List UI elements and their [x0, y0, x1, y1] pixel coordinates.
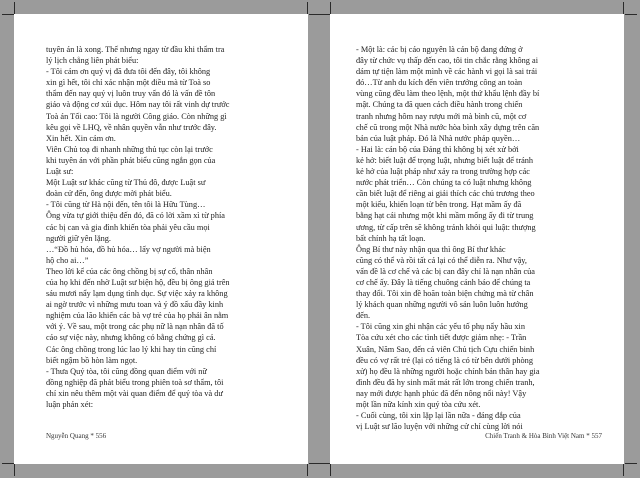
left-page-line: Ông vừa tự giới thiệu đến đó, đã có lời xầm xì từ phía	[46, 211, 225, 221]
right-page-line: - Hai là: cán bộ của Đảng thì không bị xét xử bởi	[356, 144, 519, 154]
right-page-line: đó…Từ anh du kích đến viên trưởng công an toàn	[356, 78, 523, 88]
crop-mark	[14, 2, 15, 14]
crop-mark	[318, 463, 330, 464]
left-page-line: đoàn cử đến, ông được mời phát biểu.	[46, 189, 172, 199]
left-page-line: kêu gọi về LHQ, về nhân quyền vẫn như trước đây.	[46, 122, 217, 132]
crop-mark	[330, 2, 331, 14]
left-page-line: khi tuyên án với phần phát biểu cũng ngắn gọn của	[46, 155, 216, 165]
right-page-line: - Tôi cũng xin ghi nhận các yếu tố phụ nẩy hầu xin	[356, 322, 525, 332]
right-page-line: xử) họ đều là những người hoặc chính bản thân hay gia	[356, 366, 540, 376]
right-page-text	[356, 44, 604, 432]
left-page-line: thẩm đến nay quý vị luôn truy vấn đó là vấn đề tôn	[46, 89, 216, 99]
right-page-line: dám tự tiện làm một mình về các hành vi gọi là sai trái	[356, 67, 538, 77]
right-page-footer: Chiến Tranh & Hòa Bình Việt Nam * 557	[485, 432, 602, 440]
right-page-line: - Cuối cùng, tôi xin lặp lại lần nữa - đáng đắp của	[356, 411, 521, 421]
left-page-line: lý lịch chẳng liên phát biểu:	[46, 56, 139, 66]
left-page-line: chỉ xin nêu thêm một vài quan điểm để quý tòa và dư	[46, 388, 223, 398]
crop-mark	[625, 14, 637, 15]
right-page-line: một lần nữa kính xin quý tòa cứu xét.	[356, 400, 481, 409]
left-page-line: đồng nghiệp đã phát biểu trong phiên toà sơ thẩm, tôi	[46, 377, 224, 387]
left-page-line: ai ngờ trước vì những mưu toan và ý đồ xấu đầy kinh	[46, 300, 224, 310]
crop-mark	[623, 2, 624, 14]
crop-mark	[14, 464, 15, 476]
left-page-line: hộ cho ai…”	[46, 255, 89, 265]
left-page-line: xin gì hết, tôi chỉ xác nhận một điều mà từ Toà so	[46, 78, 211, 88]
right-page-line: thay đổi. Tôi xin đề hoãn toàn biện chứng mà từ chân	[356, 289, 534, 299]
right-page-line: vị Luật sư lão luyện với những cử chỉ cùng lời nói	[356, 422, 523, 432]
right-page-line: đình đều đã hy sinh mất mát rất lớn trong chiến tranh,	[356, 377, 535, 387]
left-page-line: - Thưa Quý tòa, tôi cũng đồng quan điểm với nữ	[46, 366, 207, 376]
left-page-line: cáo sự việc này, nhưng không có bằng chứng gì cả.	[46, 333, 216, 343]
crop-mark	[623, 464, 624, 476]
right-page-line: Tòa cứu xét cho các tình tiết được giảm nhẹ: - Trần	[356, 333, 527, 343]
right-page-line: kẻ hở: biết luật để trọng luật, nhưng biết luật để tránh	[356, 155, 534, 165]
left-page-text	[46, 44, 292, 410]
right-page-line: vấn đề là cơ chế và các bị can đây chỉ là nạn nhân của	[356, 266, 535, 276]
left-page-line: Viên Chủ toạ đi nhanh những thủ tục còn lại trước	[46, 144, 213, 154]
crop-mark	[318, 14, 330, 15]
right-page-line: - Một là: các bị cáo nguyên là cán bộ đang đứng ở	[356, 45, 523, 54]
right-page-line: bất chính hạ tất loạn.	[356, 233, 426, 243]
left-page-line: - Tôi cảm ơn quý vị đã đưa tôi đến đây, tôi không	[46, 67, 211, 77]
crop-mark	[330, 464, 331, 476]
crop-mark	[2, 463, 14, 464]
right-page-line: lý khách quan những người vô sản luôn luôn hướng	[356, 300, 528, 310]
right-page-line: nay mới được hạnh phúc đã đến nông nổi này! Vậy	[356, 388, 527, 398]
right-page-line: chế cũ trong một Nhà nước hòa bình xây dựng trên căn	[356, 122, 540, 132]
left-page-line: Toà án Tối cao: Tôi là người Công giáo. Còn những gì	[46, 111, 227, 121]
left-page-line: nghiệm của lão khiến các bà vợ trẻ của họ phải ân nằm	[46, 311, 229, 321]
crop-mark	[2, 14, 14, 15]
left-page-line: …“Đồ hủ hóa, đồ hủ hóa… lấy vợ người mà biện	[46, 244, 211, 254]
left-page-line: người giữ yên lặng.	[46, 233, 111, 243]
right-page-line: Ông Bí thư này nhận qua thì ông Bí thư khác	[356, 244, 506, 254]
right-page-line: đều có vợ rất trẻ (lại có tiếng là có từ bên dưới phòng	[356, 355, 533, 365]
right-page-line: một kiểu, khiến loạn từ bên trong. Hạt mầm ấy đã	[356, 200, 522, 210]
left-page-footer: Nguyễn Quang * 556	[46, 432, 107, 440]
left-page-line: của họ khi đến nhờ Luật sư biện hộ, đều bị ông giả trên	[46, 277, 230, 287]
left-page-line: tuyên án là xong. Thế nhưng ngay từ đầu khi thẩm tra	[46, 45, 225, 54]
right-page-line: bằng hạt cái nhưng một khi mầm mống ấy đi từ trung	[356, 211, 534, 221]
left-page-line: Một Luật sư khác cũng từ Thủ đô, được Luật sư	[46, 178, 206, 188]
left-page-line: Theo lời kể của các ông chồng bị sự cố, thân nhân	[46, 266, 213, 276]
left-page-line: giáo và động cơ xúi dục. Hôm nay tôi rất vinh dự trước	[46, 100, 230, 110]
crop-mark	[625, 463, 637, 464]
left-page-line: biết ngậm bồ hòn làm ngọt.	[46, 355, 138, 365]
right-page-line: vùng cũng đều làm theo lệnh, một thứ khẩu lệnh đầy bí	[356, 89, 540, 99]
left-page	[14, 14, 308, 464]
right-page-line: đến.	[356, 311, 371, 321]
left-page-line: Các ông chồng trong lúc lao lý khi hay tin cũng chỉ	[46, 344, 217, 354]
left-page-line: Luật sư:	[46, 167, 74, 177]
right-page-line: mật. Chúng ta đã quen cách điều hành trong chiến	[356, 100, 523, 110]
right-page-line: cơ chế ấy. Đây là tiếng chuông cảnh báo để chúng ta	[356, 277, 531, 287]
right-page-line: nước phát triển… Còn chúng ta có luật nhưng không	[356, 178, 532, 188]
right-page-line: Xuân, Năm Sao, đến cả viên Chủ tịch Cựu chiến binh	[356, 344, 535, 354]
right-page-line: tranh nhưng hôm nay rượu mới mà bình cũ, một cơ	[356, 111, 527, 121]
right-page-line: cần biết luật để riêng ai giải thích các chủ trương theo	[356, 189, 535, 199]
left-page-line: luận phán xét:	[46, 400, 94, 409]
right-page-line: đây từ chức vụ thấp đến cao, tôi tin chắc rằng không ai	[356, 56, 539, 66]
left-page-line: sáu mươi nẩy lạm dụng tình dục. Sự việc xảy ra không	[46, 289, 228, 299]
left-page-line: Xin hết. Xin cảm ơn.	[46, 133, 116, 143]
crop-mark	[307, 2, 308, 14]
left-page-line: các bị can và gia đình khiến tòa phải yêu cầu mọi	[46, 222, 210, 232]
left-page-line: với ý. Về sau, một trong các phụ nữ là nạn nhân đã tố	[46, 322, 224, 332]
right-page-line: kẻ hở của luật pháp như xảy ra trong trường hợp các	[356, 167, 530, 177]
right-page-line: ương, từ cấp trên sẽ không tránh khỏi qui luật: thượng	[356, 222, 536, 232]
right-page	[330, 14, 624, 464]
crop-mark	[307, 464, 308, 476]
left-page-line: - Tôi cũng từ Hà nội đến, tên tôi là Hữu Tùng…	[46, 200, 206, 210]
right-page-line: cũng có thể và rồi tất cả lại có thể diễn ra. Như vậy,	[356, 255, 527, 265]
right-page-line: bản của luật pháp. Đó là Nhà nước pháp quyền…	[356, 133, 521, 143]
